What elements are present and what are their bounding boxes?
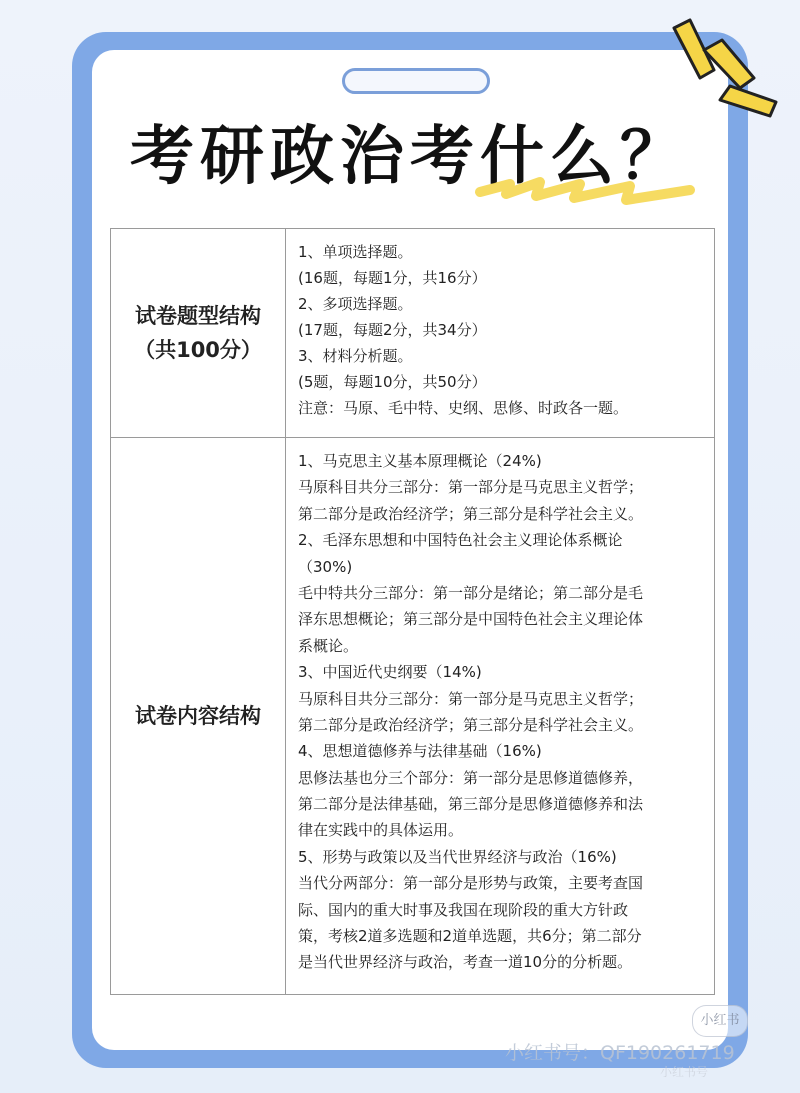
- label-line: 试卷题型结构: [135, 304, 261, 328]
- text-line: 策，考核2道多选题和2道单选题，共6分；第二部分: [298, 927, 642, 946]
- text-line: 4、思想道德修养与法律基础（16%): [298, 742, 542, 761]
- row-body-cell: [286, 438, 714, 994]
- text-line: 泽东思想概论；第三部分是中国特色社会主义理论体: [298, 610, 644, 629]
- row-label-cell: [111, 438, 286, 994]
- text-line: 第二部分是政治经济学；第三部分是科学社会主义。: [298, 715, 644, 734]
- table-row-content: [110, 437, 715, 995]
- text-line: 律在实践中的具体运用。: [298, 821, 464, 840]
- row-label: [134, 299, 262, 367]
- table-row-structure: [110, 228, 715, 438]
- page-title: 考研政治考什么？: [130, 120, 690, 194]
- watermark-logo: 小红书: [692, 1005, 748, 1037]
- text-line: 是当代世界经济与政治，考查一道10分的分析题。: [298, 953, 633, 972]
- text-line: 1、单项选择题。: [298, 243, 413, 261]
- watermark-id: 小红书号：QF19026171​9: [505, 1042, 735, 1062]
- text-line: 2、多项选择题。: [298, 295, 413, 313]
- text-line: (17题，每题2分，共34分）: [298, 321, 487, 339]
- text-line: 毛中特共分三部分：第一部分是绪论；第二部分是毛: [298, 583, 644, 602]
- text-line: (5题，每题10分，共50分）: [298, 373, 487, 391]
- text-line: 3、材料分析题。: [298, 347, 413, 365]
- text-line: 马原科目共分三部分：第一部分是马克思主义哲学；: [298, 689, 644, 708]
- text-line: 第二部分是政治经济学；第三部分是科学社会主义。: [298, 504, 644, 523]
- label-line: （共100分）: [134, 338, 262, 362]
- sparkle-lines-icon: [660, 8, 780, 128]
- text-line: 1、马克思主义基本原理概论（24%): [298, 452, 542, 470]
- watermark-footer: 小红书号: [660, 1065, 709, 1079]
- text-line: 2、毛泽东思想和中国特色社会主义理论体系概论: [298, 531, 623, 550]
- text-line: 马原科目共分三部分：第一部分是马克思主义哲学；: [298, 478, 644, 497]
- text-line: 5、形势与政策以及当代世界经济与政治（16%): [298, 847, 617, 866]
- text-line: （30%): [298, 557, 353, 576]
- badge-hanger-slot: [342, 68, 490, 94]
- text-line: 际、国内的重大时事及我国在现阶段的重大方针政: [298, 900, 629, 919]
- row-body-cell: [286, 229, 714, 437]
- text-line: 注意：马原、毛中特、史纲、思修、时政各一题。: [298, 399, 629, 417]
- title-underline-icon: [470, 168, 700, 208]
- text-line: 思修法基也分三个部分：第一部分是思修道德修养，: [298, 768, 644, 787]
- row-label-cell: [111, 229, 286, 437]
- text-line: 3、中国近代史纲要（14%): [298, 663, 482, 682]
- text-line: 第二部分是法律基础，第三部分是思修道德修养和法: [298, 795, 644, 814]
- text-line: 当代分两部分：第一部分是形势与政策，主要考查国: [298, 874, 644, 893]
- text-line: (16题，每题1分，共16分）: [298, 269, 487, 287]
- row-label: 试卷内容结构: [135, 704, 261, 728]
- text-line: 系概论。: [298, 636, 359, 655]
